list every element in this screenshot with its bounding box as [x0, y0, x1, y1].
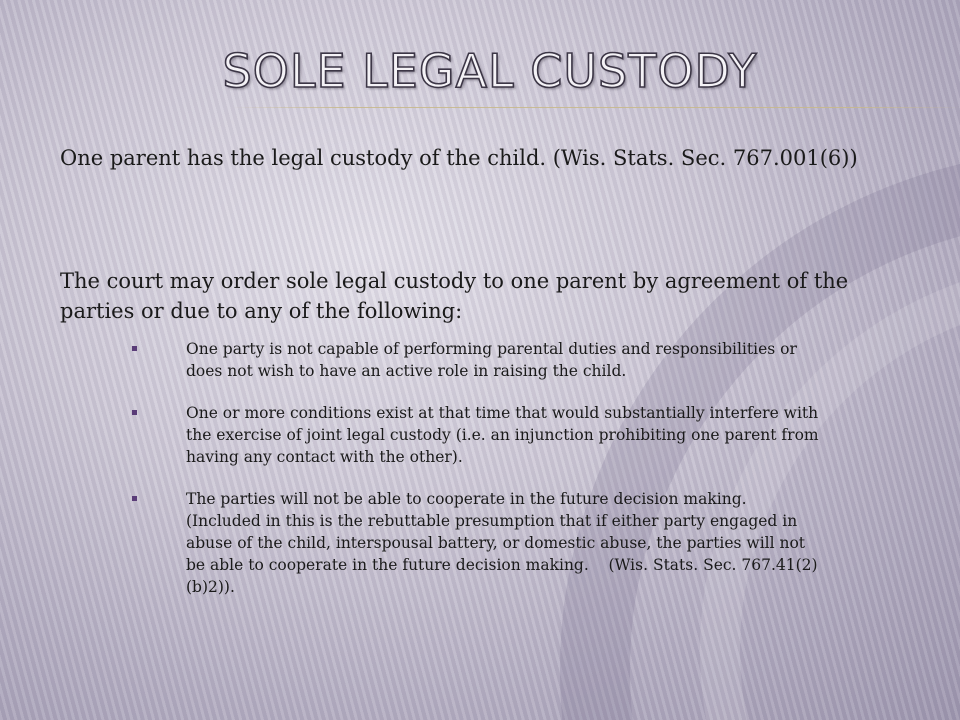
square-bullet-icon	[132, 410, 137, 415]
definition-paragraph: One parent has the legal custody of the child. (Wis. Stats. Sec. 767.001(6))	[60, 146, 858, 170]
square-bullet-icon	[132, 496, 137, 501]
list-item	[126, 402, 826, 468]
square-bullet-icon	[132, 346, 137, 351]
conditions-list	[126, 338, 826, 618]
list-item-text: The parties will not be able to cooperate in the future decision making. (Included in this is the rebuttable presumption that if either party engaged in abuse of the child, interspousal battery, or domestic abuse, the parties will not be able to cooperate in the future decision making. (Wis. Stats. Sec. 767.41(2)(b)2)).	[186, 490, 818, 596]
list-item	[126, 488, 826, 598]
list-item-text: One party is not capable of performing parental duties and responsibilities or does not wish to have an active role in raising the child.	[186, 340, 797, 380]
title-underline	[232, 107, 960, 108]
list-item-text: One or more conditions exist at that time that would substantially interfere with the exercise of joint legal custody (i.e. an injunction prohibiting one parent from having any contact with the other).	[186, 404, 819, 466]
conditions-intro-paragraph: The court may order sole legal custody to one parent by agreement of the parties or due to any of the following:	[60, 269, 849, 323]
list-item	[126, 338, 826, 382]
slide-title: SOLE LEGAL CUSTODY	[222, 44, 758, 98]
